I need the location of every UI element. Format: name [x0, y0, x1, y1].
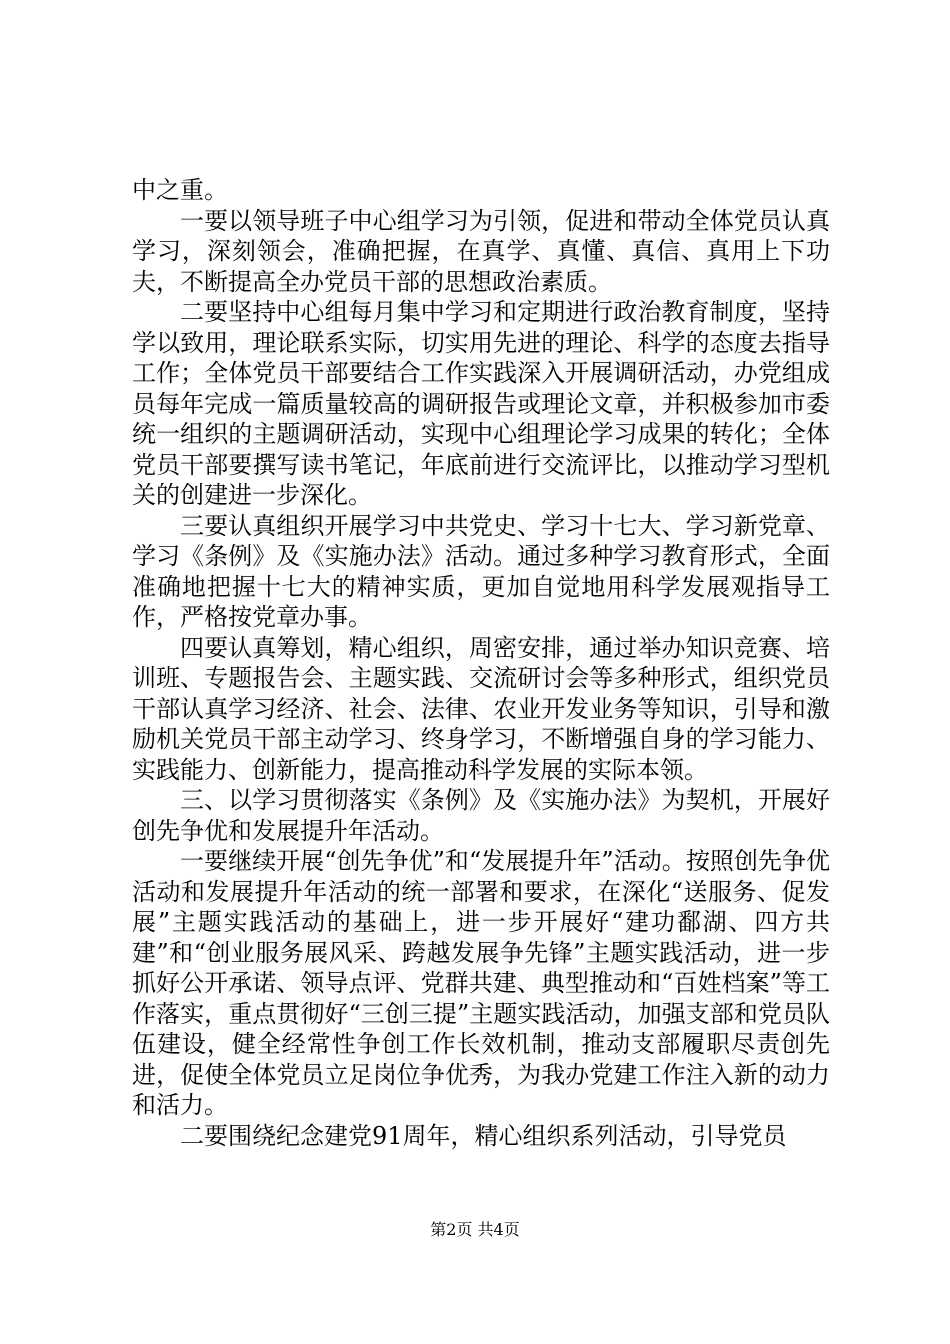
- paragraph-anniversary: 二要围绕纪念建党91周年，精心组织系列活动，引导党员: [180, 1121, 787, 1150]
- paragraph-training: 四要认真筹划，精心组织，周密安排，通过举办知识竞赛、培训班、专题报告会、主题实践、交流研讨会等多种形式，组织党员干部认真学习经济、社会、法律、农业开发业务等知识，引导和激励机关党员干部主动学习、终身学习，不断增强自身的学习能力、实践能力、创新能力，提高推动科学发展的实际本领。: [132, 633, 830, 784]
- paragraph-continuation: 中之重。: [132, 176, 228, 204]
- paragraph-monthly-study: 二要坚持中心组每月集中学习和定期进行政治教育制度，坚持学以致用，理论联系实际，切实用先进的理论、科学的态度去指导工作；全体党员干部要结合工作实践深入开展调研活动，办党组成员每年完成一篇质量较高的调研报告或理论文章，并积极参加市委统一组织的主题调研活动，实现中心组理论学习成果的转化；全体党员干部要撰写读书笔记，年底前进行交流评比，以推动学习型机关的创建进一步深化。: [132, 298, 830, 509]
- page-footer: [0, 1220, 950, 1240]
- page-number: 第2页 共4页: [430, 1220, 520, 1239]
- section-heading-three: 三、以学习贯彻落实《条例》及《实施办法》为契机，开展好创先争优和发展提升年活动。: [132, 786, 830, 845]
- document-body: [132, 175, 830, 1151]
- paragraph-study-lead: 一要以领导班子中心组学习为引领，促进和带动全体党员认真学习，深刻领会，准确把握，在真学、真懂、真信、真用上下功夫，不断提高全办党员干部的思想政治素质。: [132, 206, 830, 296]
- paragraph-excellence-campaign: 一要继续开展“创先争优”和“发展提升年”活动。按照创先争优活动和发展提升年活动的统一部署和要求，在深化“送服务、促发展”主题实践活动的基础上，进一步开展好“建功鄱湖、四方共建”和“创业服务展风采、跨越发展争先锋”主题实践活动，进一步抓好公开承诺、领导点评、党群共建、典型推动和“百姓档案”等工作落实，重点贯彻好“三创三提”主题实践活动，加强支部和党员队伍建设，健全经常性争创工作长效机制，推动支部履职尽责创先进，促使全体党员立足岗位争优秀，为我办党建工作注入新的动力和活力。: [132, 847, 830, 1119]
- paragraph-party-history: 三要认真组织开展学习中共党史、学习十七大、学习新党章、学习《条例》及《实施办法》活动。通过多种学习教育形式，全面准确地把握十七大的精神实质，更加自觉地用科学发展观指导工作，严格按党章办事。: [132, 511, 830, 631]
